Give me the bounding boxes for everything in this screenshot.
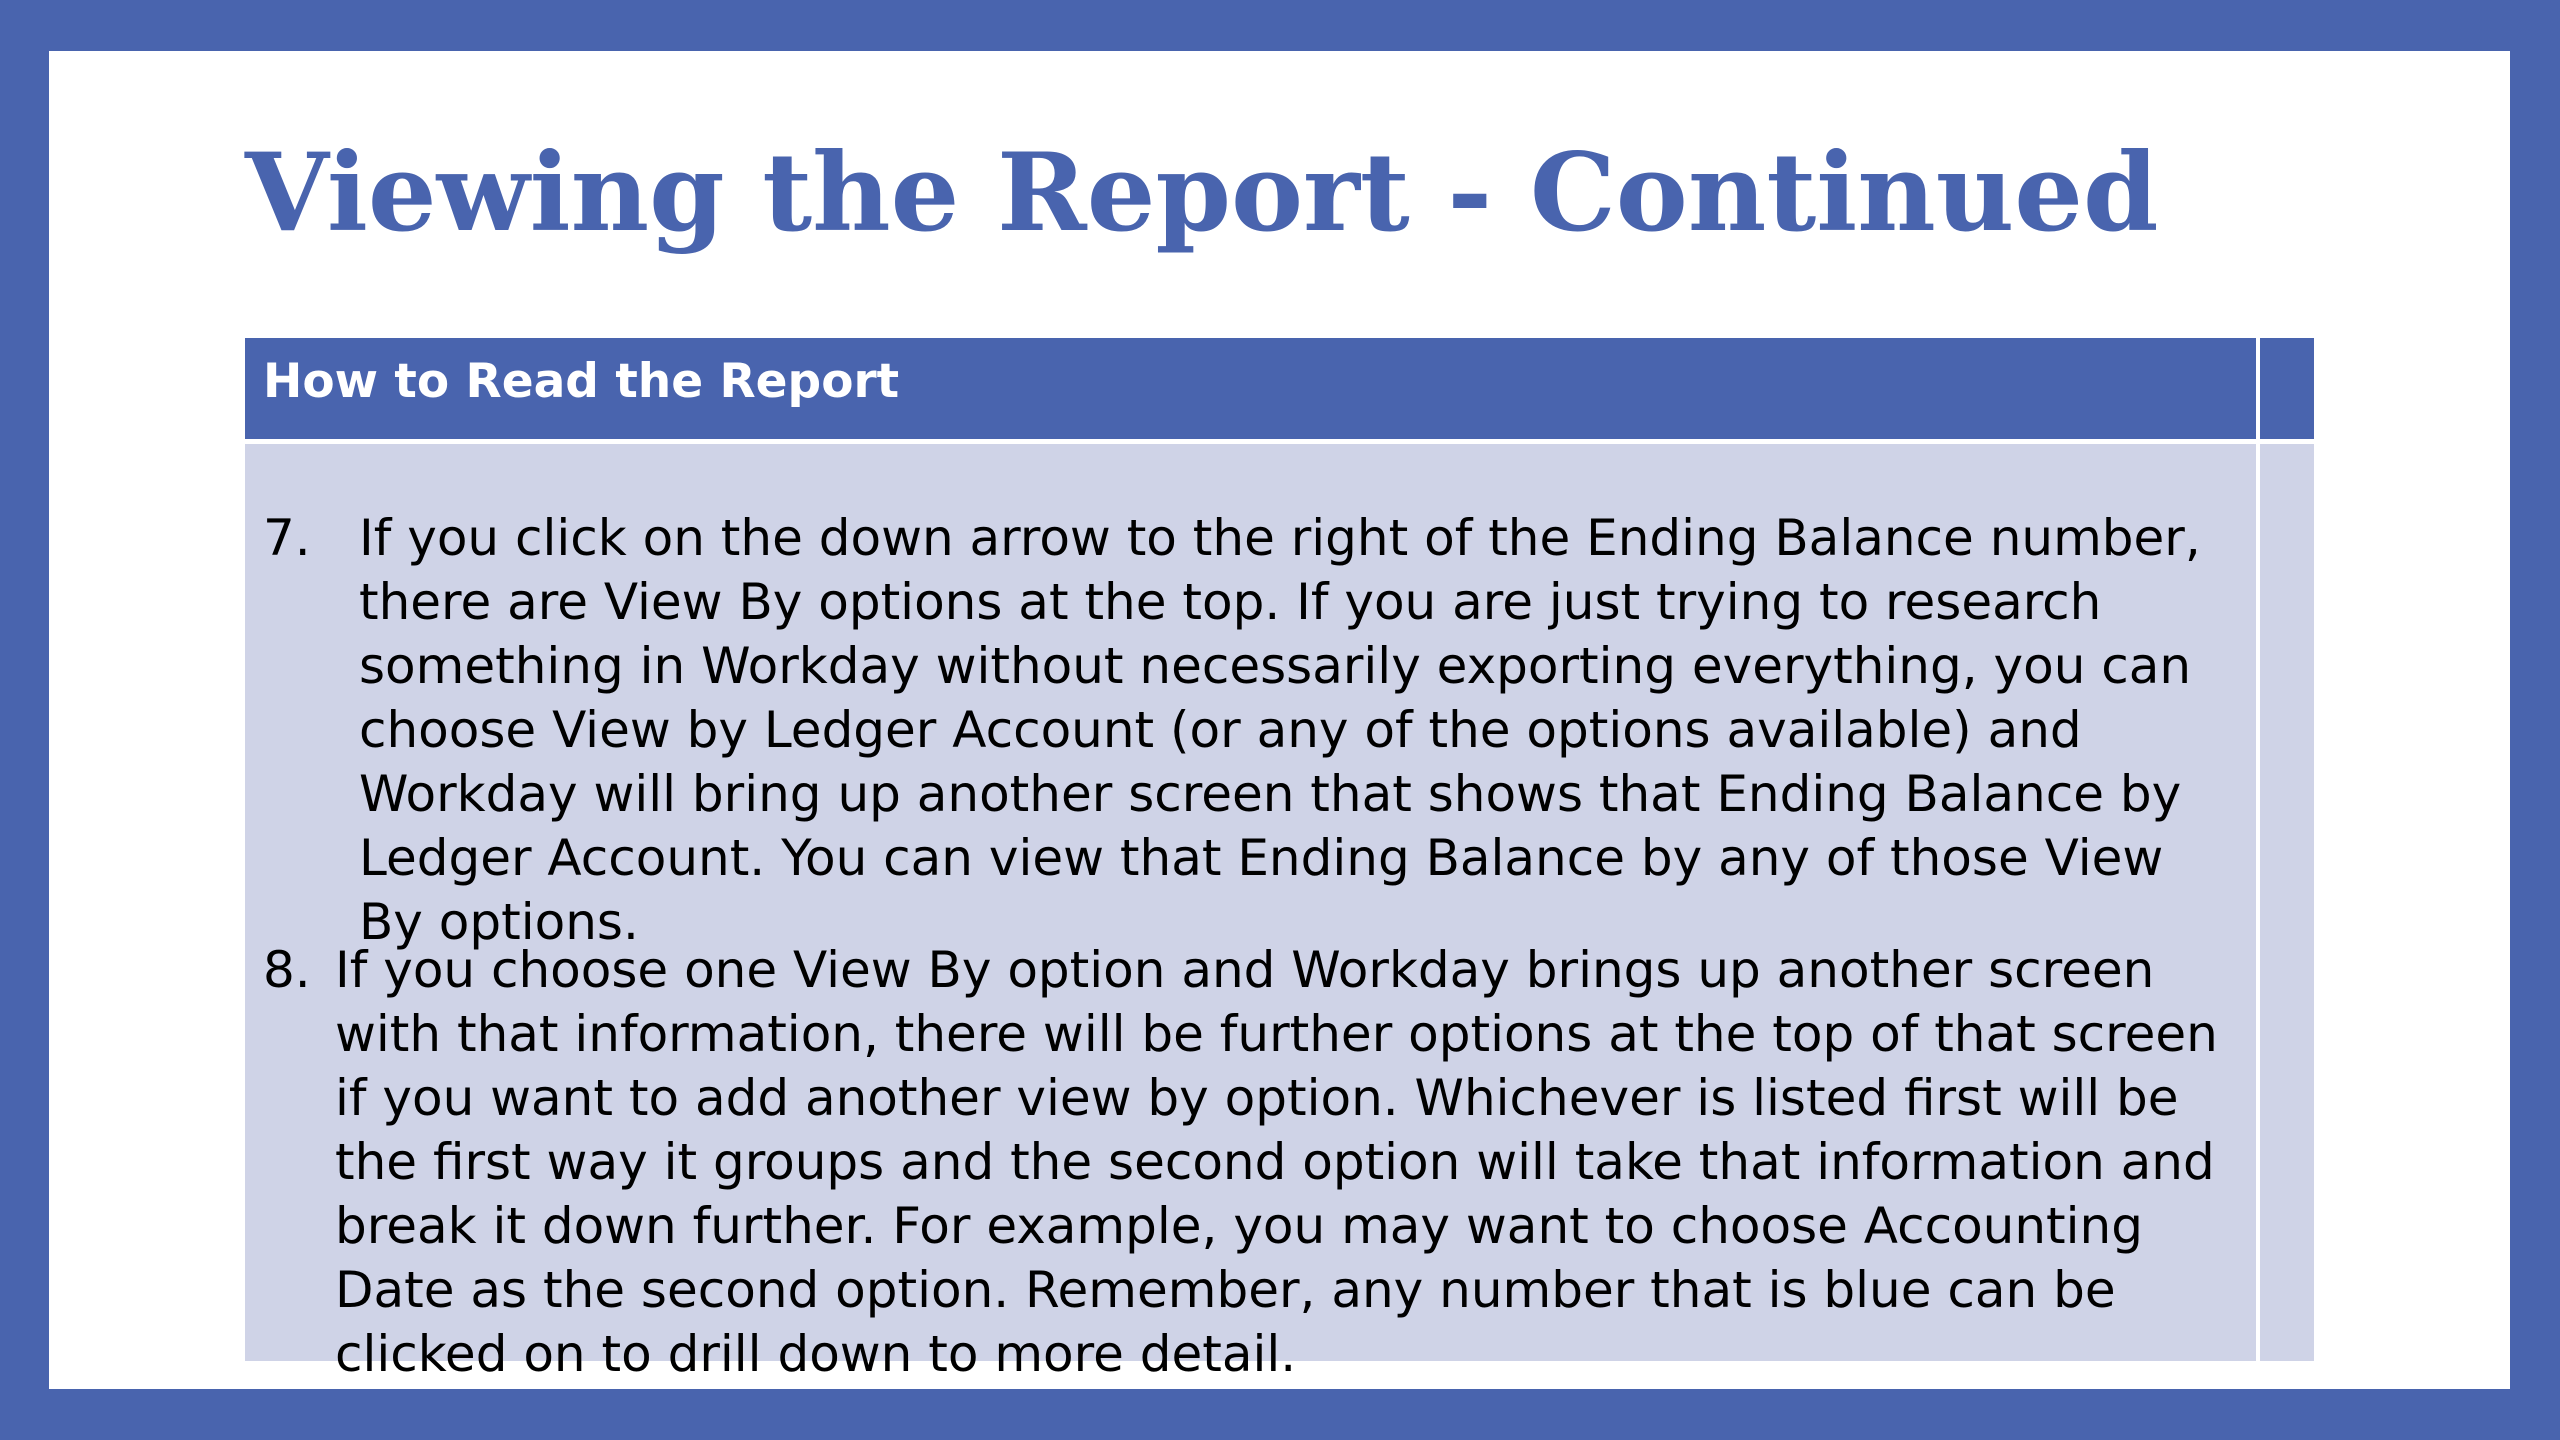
table-header-row [245, 338, 2314, 439]
table-header-side-cell [2260, 338, 2314, 439]
table-header-label: How to Read the Report [263, 354, 900, 409]
list-item-number: 7. [263, 509, 311, 567]
table-body-side-cell [2260, 444, 2314, 1361]
list-item-text: If you choose one View By option and Workday brings up another screen with that information, there will be further options at the top of that screen if you want to add another view by option. Whichever is listed first will be the first way it groups and the second option will take that information and break it down further. For example, you may want to choose Accounting Date as the second option. Remember, any number that is blue can be clicked on to drill down to more detail. [335, 941, 2218, 1383]
slide-title: Viewing the Report - Continued [245, 130, 2159, 256]
list-item-7 [263, 506, 2238, 954]
table-header-cell [245, 338, 2256, 439]
list-item-text: If you click on the down arrow to the right of the Ending Balance number, there are View By options at the top. If you are just trying to research something in Workday without necessarily exporting everything, you can choose View by Ledger Account (or any of the options available) and Workday will bring up another screen that shows that Ending Balance by Ledger Account. You can view that Ending Balance by any of those View By options. [359, 509, 2201, 951]
slide [49, 51, 2510, 1389]
list-item-number: 8. [263, 941, 311, 999]
instructions-table [245, 338, 2314, 1383]
list-item-8 [263, 938, 2238, 1386]
